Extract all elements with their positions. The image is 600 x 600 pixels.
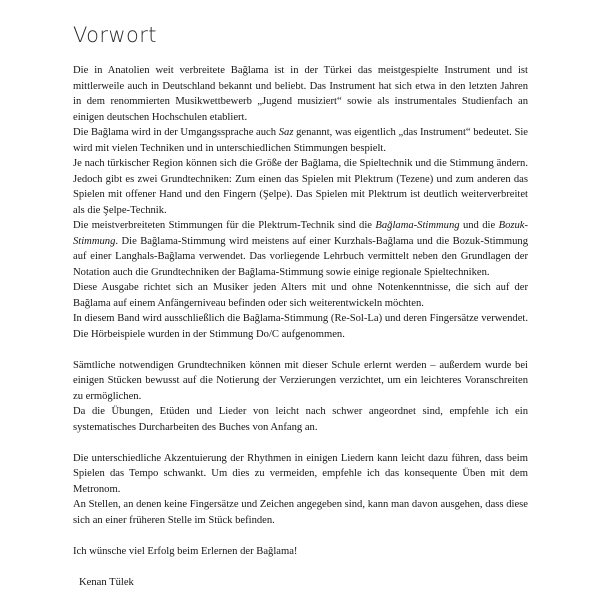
- paragraph: An Stellen, an denen keine Fingersätze und Zeichen angegeben sind, kann man davon ausgehen, dass diese sich an einer früheren Stelle im Stück befinden.: [73, 499, 528, 526]
- paragraph: Die unterschiedliche Akzentuierung der Rhythmen in einigen Liedern kann leicht dazu führen, dass beim Spielen das Tempo schwankt. Um dies zu vermeiden, empfehle ich das konsequente Üben mit dem Metronom.: [73, 452, 528, 495]
- paragraph-spacer: [73, 435, 528, 451]
- paragraph: Da die Übungen, Etüden und Lieder von leicht nach schwer angeordnet sind, empfehle ich ein systematisches Durcharbeiten des Buches von Anfang an.: [73, 406, 528, 433]
- paragraph-block-3: [73, 451, 528, 529]
- paragraph: In diesem Band wird ausschließlich die Bağlama-Stimmung (Re-Sol-La) und deren Fingersätze verwendet. Die Hörbeispiele wurden in der Stimmung Do/C aufgenommen.: [73, 313, 528, 340]
- paragraph-block-4: [73, 544, 528, 560]
- paragraph: Die meistverbreiteten Stimmungen für die Plektrum-Technik sind die Bağlama-Stimmung und die Bozuk-Stimmung. Die Bağlama-Stimmung wird meistens auf einer Kurzhals-Bağlama und die Bozuk-Stimmung auf einer Langhals-Bağlama verwendet. Das vorliegende Lehrbuch vermittelt neben den Grundlagen der Notation auch die Grundtechniken der Bağlama-Stimmung sowie einige regionale Spieltechniken.: [73, 220, 529, 278]
- paragraph: Sämtliche notwendigen Grundtechniken können mit dieser Schule erlernt werden – außerdem wurde bei einigen Stücken bewusst auf die Notierung der Verzierungen verzichtet, um ein leichteres Voranschreiten zu ermöglichen.: [73, 359, 528, 402]
- paragraph-spacer: [73, 528, 528, 544]
- author-signature: Kenan Tülek: [79, 576, 134, 588]
- paragraph: Diese Ausgabe richtet sich an Musiker jeden Alters mit und ohne Notenkenntnisse, die sich auf der Bağlama auf einem Anfängerniveau befinden oder sich weiterentwickeln möchten.: [73, 282, 528, 309]
- document-content: [73, 24, 528, 590]
- paragraph: Je nach türkischer Region können sich die Größe der Bağlama, die Spieltechnik und die Stimmung ändern. Jedoch gibt es zwei Grundtechniken: Zum einen das Spielen mit Plektrum (Tezene) und zum anderen das Spielen mit offener Hand und den Fingern (Şelpe). Das Spielen mit Plektrum ist deutlich weiterverbreitet als die Şelpe-Technik.: [73, 158, 528, 216]
- paragraph: Die in Anatolien weit verbreitete Bağlama ist in der Türkei das meistgespielte Instrument und ist mittlerweile auch in Deutschland bekannt und beliebt. Das Instrument hat sich etwa in den letzten Jahren in dem renommierten Musikwettbewerb „Jugend musiziert“ sowie als instrumentales Studienfach an einigen deutschen Hochschulen etabliert.: [73, 65, 528, 123]
- signature-spacer: [73, 559, 528, 575]
- page-title: Vorwort: [73, 23, 157, 47]
- paragraph: Die Bağlama wird in der Umgangssprache auch Saz genannt, was eigentlich „das Instrument“ bedeutet. Sie wird mit vielen Techniken und in unterschiedlichen Stimmungen bespielt.: [73, 127, 528, 154]
- paragraph-block-1: [73, 63, 528, 342]
- closing-line: Ich wünsche viel Erfolg beim Erlernen der Bağlama!: [73, 545, 298, 557]
- paragraph-spacer: [73, 342, 528, 358]
- paragraph-block-2: [73, 358, 528, 436]
